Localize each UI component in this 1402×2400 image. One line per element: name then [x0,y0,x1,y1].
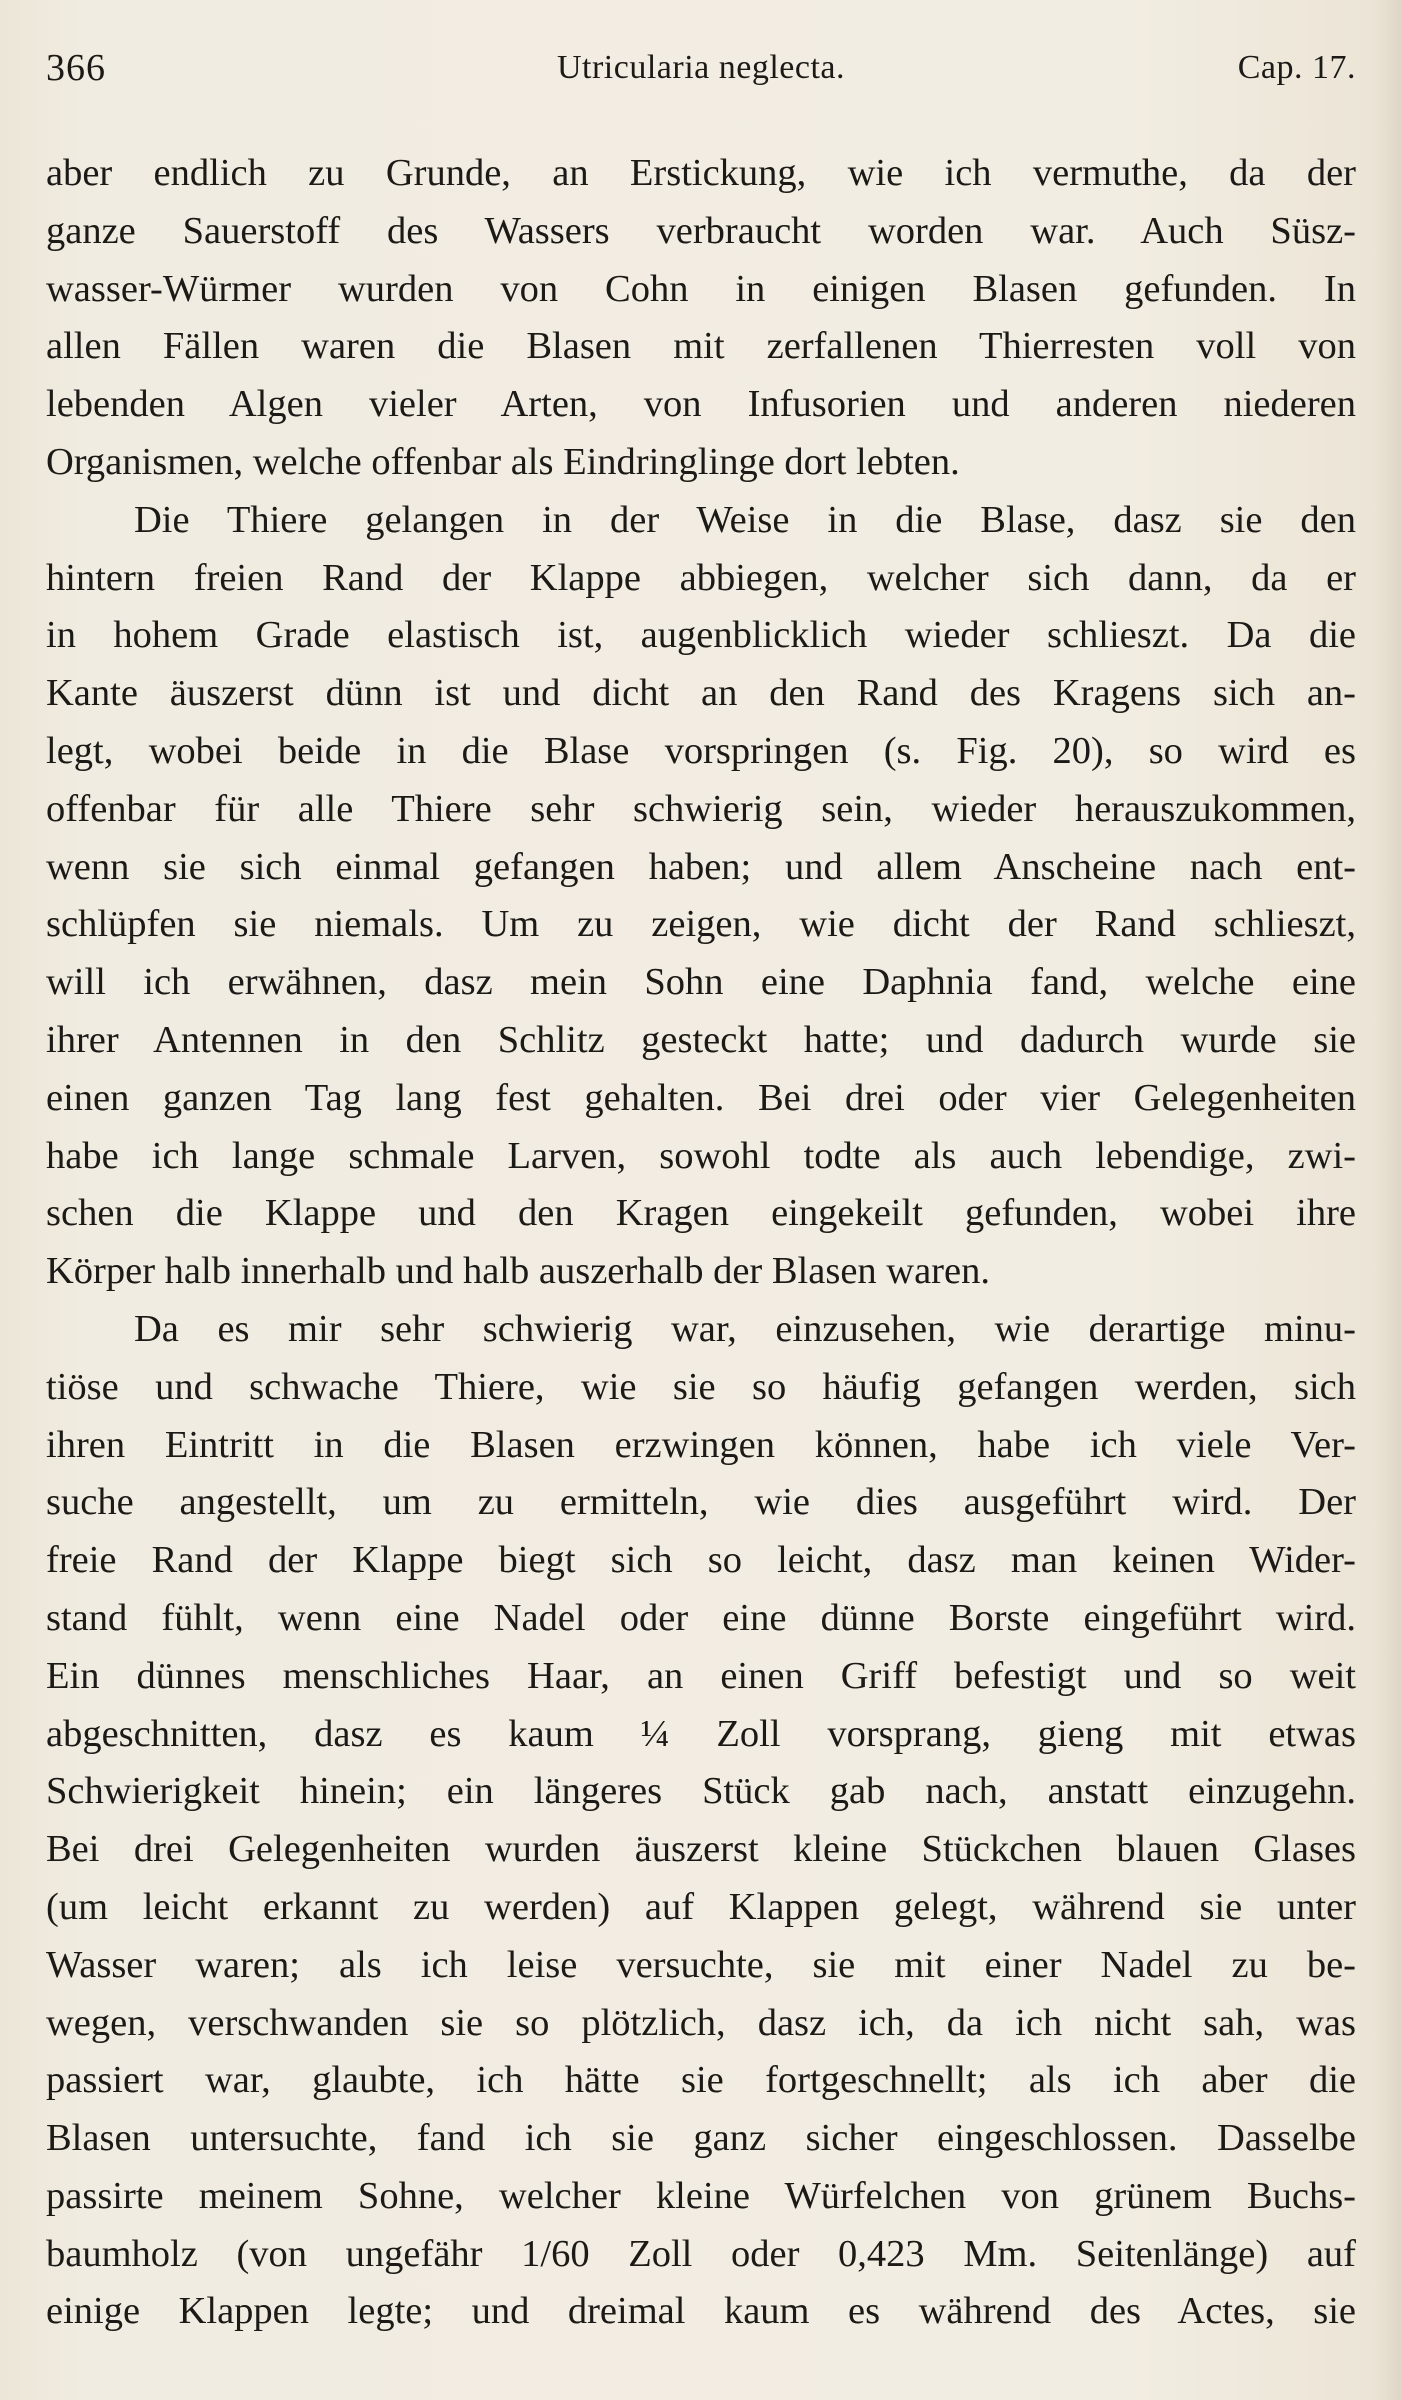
text-line: einige Klappen legte; und dreimal kaum es während des Actes, sie [46,2290,1356,2333]
text-line: allen Fällen waren die Blasen mit zerfallenen Thierresten voll von [46,325,1356,368]
text-line: ganze Sauerstoff des Wassers verbraucht worden war. Auch Süsz- [46,209,1356,252]
text-line: lebenden Algen vieler Arten, von Infusorien und anderen niederen [46,383,1356,426]
text-line: wenn sie sich einmal gefangen haben; und allem Anscheine nach ent- [46,845,1356,888]
text-line: Organismen, welche offenbar als Eindringlinge dort lebten. [46,440,960,483]
text-line: abgeschnitten, dasz es kaum ¼ Zoll vorsprang, gieng mit etwas [46,1712,1356,1755]
text-line: hintern freien Rand der Klappe abbiegen, welcher sich dann, da er [46,556,1356,599]
text-line: stand fühlt, wenn eine Nadel oder eine dünne Borste eingeführt wird. [46,1596,1356,1639]
text-line: tiöse und schwache Thiere, wie sie so häufig gefangen werden, sich [46,1365,1356,1408]
text-line: passirte meinem Sohne, welcher kleine Würfelchen von grünem Buchs- [46,2174,1356,2217]
text-line: aber endlich zu Grunde, an Erstickung, wie ich vermuthe, da der [46,152,1356,194]
text-line: legt, wobei beide in die Blase vorspringen (s. Fig. 20), so wird es [46,729,1356,772]
text-line: Schwierigkeit hinein; ein längeres Stück gab nach, anstatt einzugehn. [46,1770,1356,1813]
text-line: in hohem Grade elastisch ist, augenblicklich wieder schlieszt. Da die [46,614,1356,657]
text-line: schlüpfen sie niemals. Um zu zeigen, wie dicht der Rand schlieszt, [46,903,1356,946]
text-line: ihrer Antennen in den Schlitz gesteckt hatte; und dadurch wurde sie [46,1018,1356,1061]
text-line: Blasen untersuchte, fand ich sie ganz sicher eingeschlossen. Dasselbe [46,2117,1356,2160]
running-head [46,40,1356,96]
text-line: Da es mir sehr schwierig war, einzusehen, wie derartige minu- [134,1307,1356,1350]
text-line: baumholz (von ungefähr 1/60 Zoll oder 0,423 Mm. Seitenlänge) auf [46,2232,1356,2275]
text-line: will ich erwähnen, dasz mein Sohn eine Daphnia fand, welche eine [46,961,1356,1004]
text-line: (um leicht erkannt zu werden) auf Klappen gelegt, während sie unter [46,1885,1356,1928]
text-line: Die Thiere gelangen in der Weise in die Blase, dasz sie den [134,498,1356,541]
page-edge-shadow [1374,0,1402,2400]
text-line: wasser-Würmer wurden von Cohn in einigen Blasen gefunden. In [46,267,1356,310]
text-line: Kante äuszerst dünn ist und dicht an den Rand des Kragens sich an- [46,672,1356,715]
text-line: habe ich lange schmale Larven, sowohl todte als auch lebendige, zwi- [46,1134,1356,1177]
text-line: ihren Eintritt in die Blasen erzwingen können, habe ich viele Ver- [46,1423,1356,1466]
text-line: wegen, verschwanden sie so plötzlich, dasz ich, da ich nicht sah, was [46,2001,1356,2044]
text-line: Bei drei Gelegenheiten wurden äuszerst kleine Stückchen blauen Glases [46,1828,1356,1871]
text-line: einen ganzen Tag lang fest gehalten. Bei drei oder vier Gelegenheiten [46,1076,1356,1119]
text-line: offenbar für alle Thiere sehr schwierig sein, wieder herauszukommen, [46,787,1356,830]
text-line: Ein dünnes menschliches Haar, an einen Griff befestigt und so weit [46,1654,1356,1697]
page-number: 366 [46,47,106,89]
text-line: freie Rand der Klappe biegt sich so leicht, dasz man keinen Wider- [46,1539,1356,1582]
text-line: Wasser waren; als ich leise versuchte, sie mit einer Nadel zu be- [46,1943,1356,1986]
body-text [46,145,1356,2341]
running-title: Utricularia neglecta. [556,49,845,86]
text-line: Körper halb innerhalb und halb auszerhalb der Blasen waren. [46,1250,990,1293]
text-line: suche angestellt, um zu ermitteln, wie dies ausgeführt wird. Der [46,1481,1356,1524]
text-line: passiert war, glaubte, ich hätte sie fortgeschnellt; als ich aber die [46,2059,1356,2102]
chapter-label: Cap. 17. [1237,49,1356,86]
text-line: schen die Klappe und den Kragen eingekeilt gefunden, wobei ihre [46,1192,1356,1235]
